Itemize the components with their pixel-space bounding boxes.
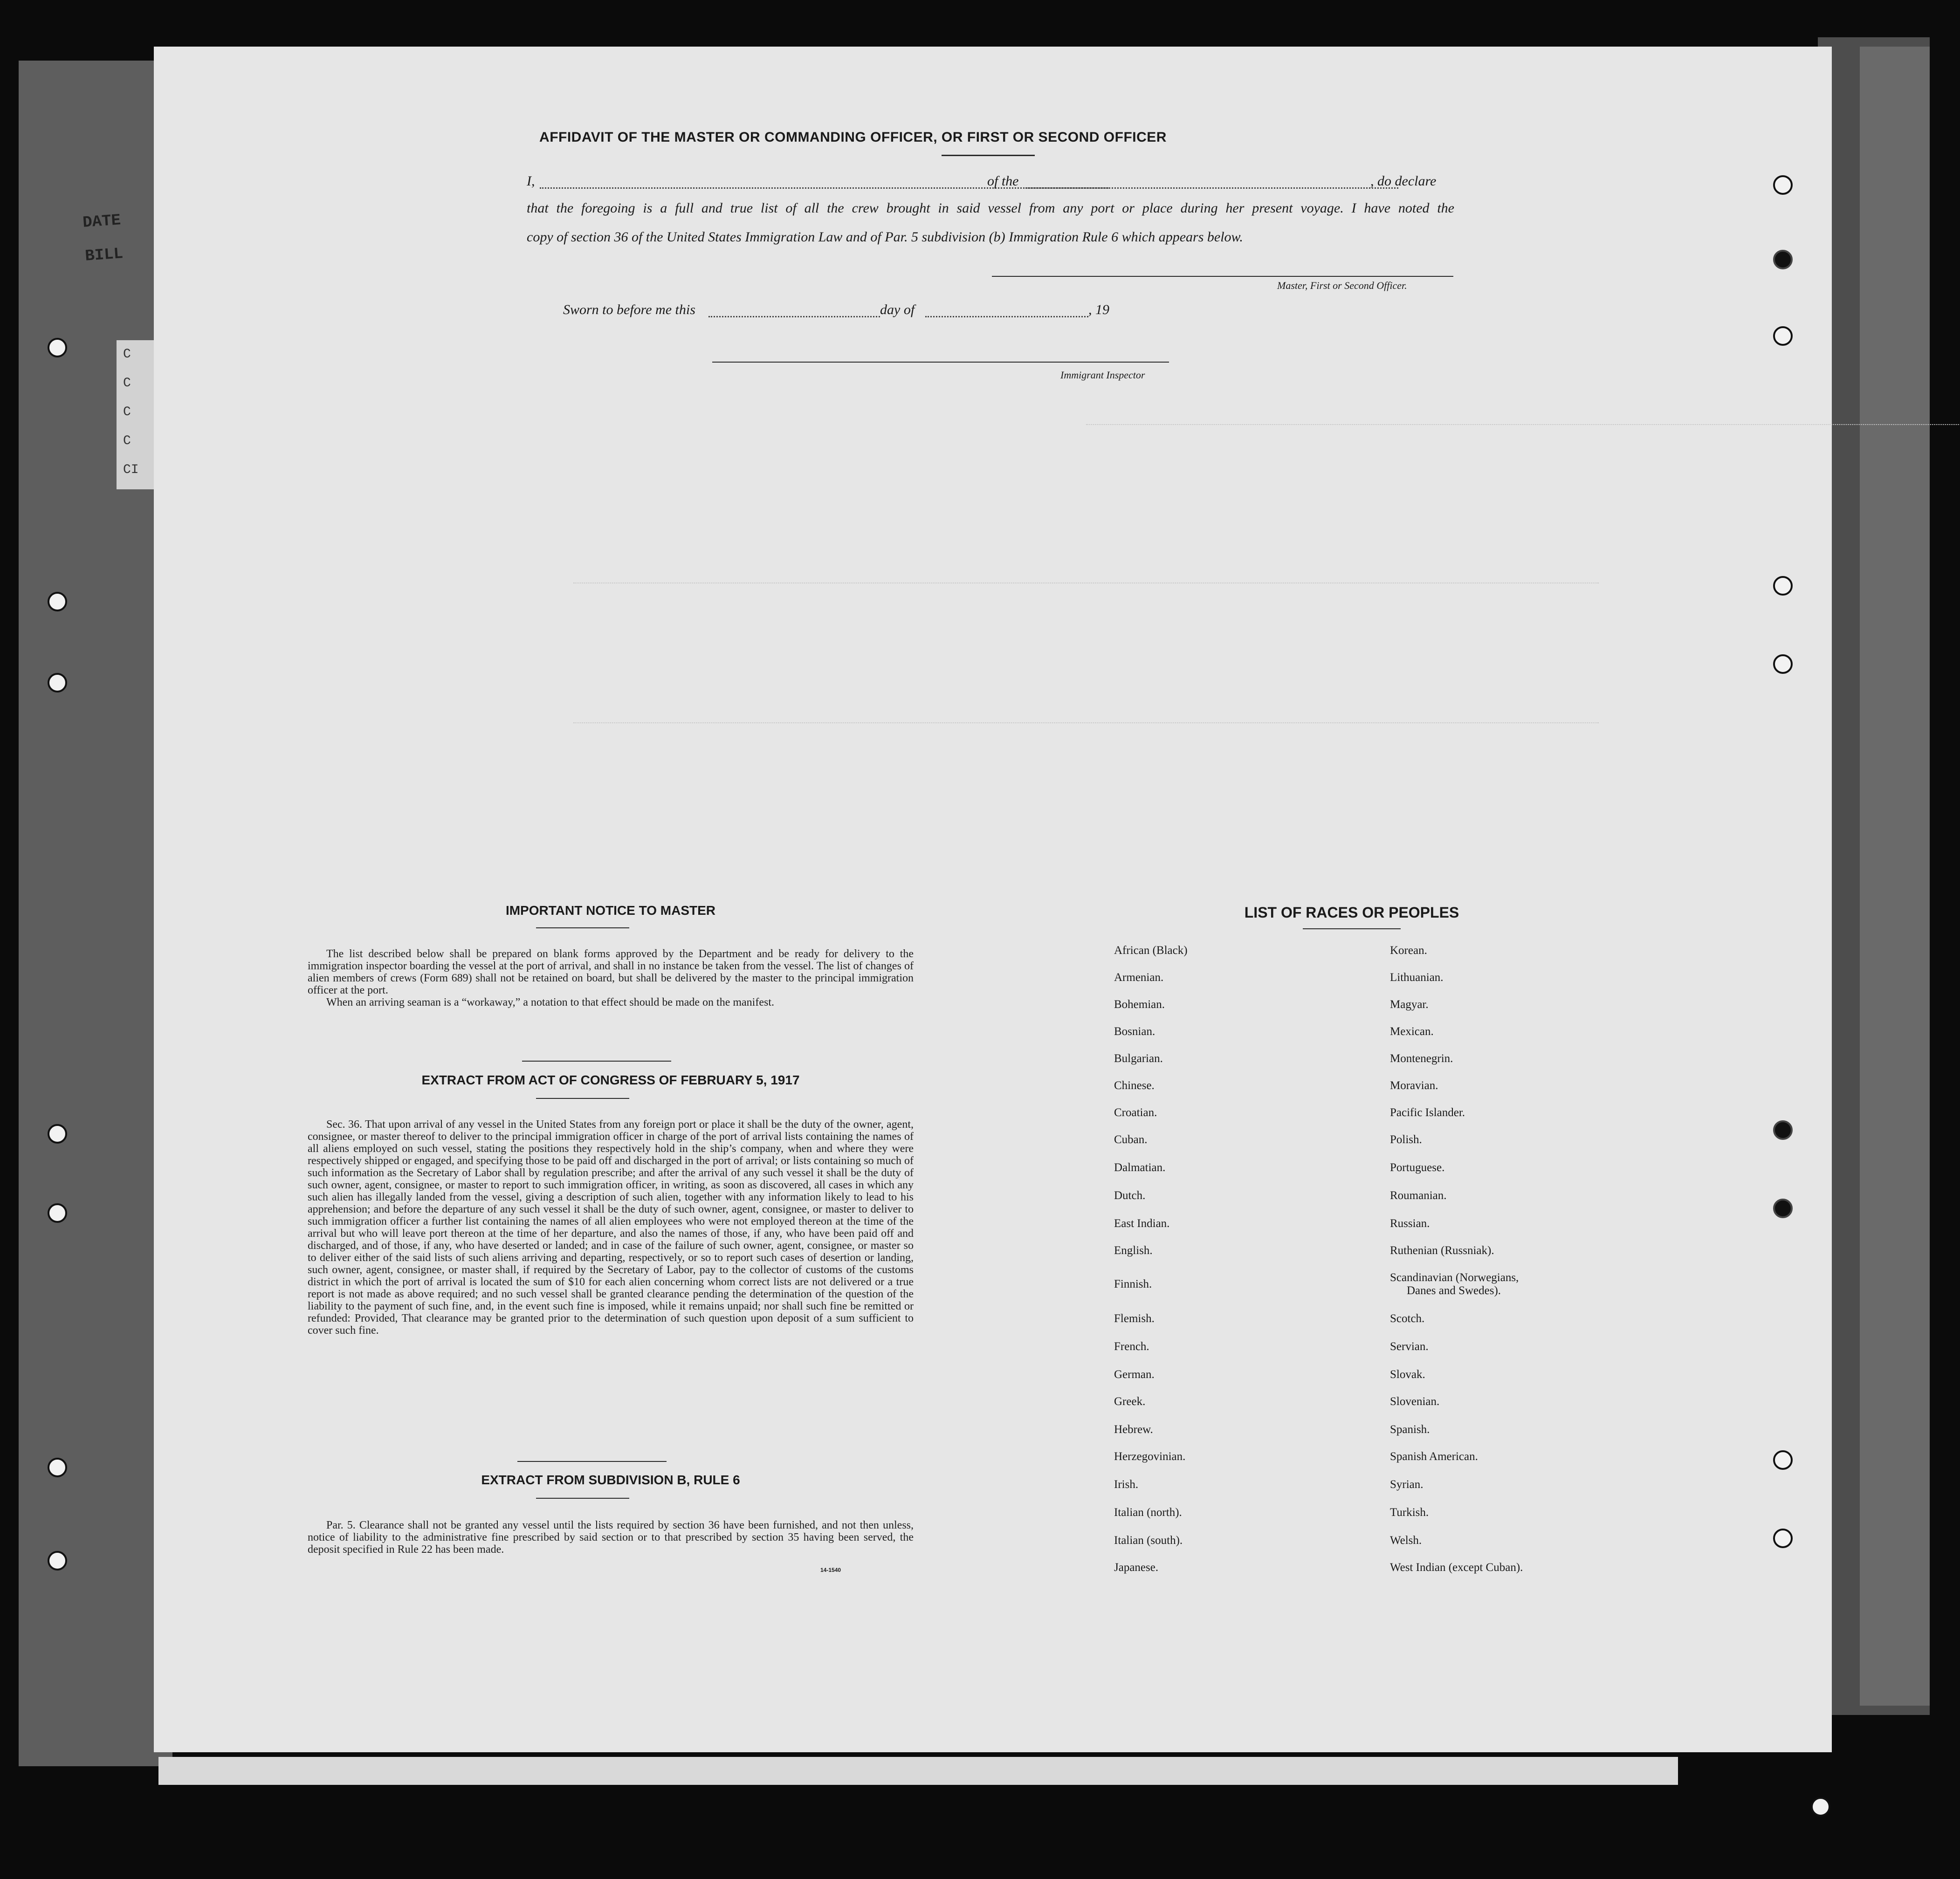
races-underline xyxy=(1303,928,1401,929)
race-item: Scandinavian (Norwegians, xyxy=(1390,1271,1519,1284)
side-tab-label xyxy=(117,340,154,489)
binder-hole xyxy=(1773,250,1793,269)
race-item: Croatian. xyxy=(1114,1106,1157,1119)
race-item: Scotch. xyxy=(1390,1312,1425,1325)
binder-hole xyxy=(1773,326,1793,346)
race-item: Portuguese. xyxy=(1390,1161,1445,1174)
affidavit-body-line-2: copy of section 36 of the United States Immigration Law and of Par. 5 subdivision (b) Immigration Rule 6 which appears below. xyxy=(527,229,1243,245)
binder-hole xyxy=(1773,1529,1793,1548)
race-item: Irish. xyxy=(1114,1478,1139,1491)
act-extract-underline xyxy=(536,1098,629,1099)
stamp-date-text: DATE xyxy=(82,212,122,232)
race-item: Japanese. xyxy=(1114,1561,1159,1574)
signature-line[interactable] xyxy=(992,276,1453,277)
race-item: Bulgarian. xyxy=(1114,1052,1163,1065)
corner-stamp xyxy=(82,204,124,273)
race-item: Polish. xyxy=(1390,1133,1422,1146)
binder-hole xyxy=(1773,1120,1793,1140)
race-item: English. xyxy=(1114,1244,1153,1257)
binder-hole xyxy=(1773,175,1793,195)
race-item: German. xyxy=(1114,1368,1155,1381)
affidavit-i-label: I, xyxy=(527,173,535,189)
tab-letter: C xyxy=(123,434,131,448)
race-item: African (Black) xyxy=(1114,944,1188,957)
page-content xyxy=(154,47,1832,1752)
binder-hole xyxy=(48,1458,67,1477)
sworn-day-blank[interactable] xyxy=(708,316,880,317)
race-item: Pacific Islander. xyxy=(1390,1106,1465,1119)
form-code: 14-1540 xyxy=(820,1567,841,1573)
race-item: Slovenian. xyxy=(1390,1395,1440,1408)
race-item: Spanish. xyxy=(1390,1423,1430,1436)
binder-hole xyxy=(1773,576,1793,596)
rule-extract-title: EXTRACT FROM SUBDIVISION B, RULE 6 xyxy=(481,1473,740,1487)
race-item: Dutch. xyxy=(1114,1189,1146,1202)
race-item: Italian (north). xyxy=(1114,1506,1182,1519)
sworn-label: Sworn to before me this xyxy=(563,302,695,317)
race-item: Welsh. xyxy=(1390,1534,1422,1547)
race-item: Turkish. xyxy=(1390,1506,1429,1519)
race-item: Flemish. xyxy=(1114,1312,1155,1325)
notice-title: IMPORTANT NOTICE TO MASTER xyxy=(505,903,716,918)
races-title: LIST OF RACES OR PEOPLES xyxy=(1244,904,1459,921)
paragraph-5-text: Par. 5. Clearance shall not be granted any vessel until the lists required by section 36 have been furnished, and not then unless, notice of liability to the administrative fine prescribed by said section or to that prescribed by section 35 having been served, the deposit specified in Rule 22 has been made. xyxy=(308,1519,914,1556)
race-item: Roumanian. xyxy=(1390,1189,1447,1202)
race-item-continued: Danes and Swedes). xyxy=(1407,1284,1501,1297)
tab-letter: CI xyxy=(123,463,139,477)
manifest-page xyxy=(154,47,1832,1752)
race-item: West Indian (except Cuban). xyxy=(1390,1561,1523,1574)
underlying-page-edge xyxy=(158,1757,1678,1785)
notice-paragraph-1: The list described below shall be prepared on blank forms approved by the Department and be ready for delivery to the immigration inspector boarding the vessel at the port of arrival, and shall in no instance be taken from the vessel. The list of changes of alien members of crews (Form 689) shall not be retained on board, but shall be delivered by the master to the principal immigration officer at the port. xyxy=(308,948,914,996)
race-item: Servian. xyxy=(1390,1340,1429,1353)
race-item: Ruthenian (Russniak). xyxy=(1390,1244,1494,1257)
race-item: Herzegovinian. xyxy=(1114,1450,1186,1463)
race-item: East Indian. xyxy=(1114,1217,1170,1230)
notice-text xyxy=(308,948,914,1008)
race-item: Italian (south). xyxy=(1114,1534,1183,1547)
race-item: Russian. xyxy=(1390,1217,1430,1230)
inspector-signature-line[interactable] xyxy=(712,362,1169,363)
binder-hole xyxy=(48,673,67,693)
notice-paragraph-2: When an arriving seaman is a “workaway,” a notation to that effect should be made on the manifest. xyxy=(326,996,774,1008)
race-item: Moravian. xyxy=(1390,1079,1438,1092)
race-item: Hebrew. xyxy=(1114,1423,1153,1436)
backing-sheet-left xyxy=(19,61,172,1766)
title-underline xyxy=(942,155,1035,156)
race-item: Finnish. xyxy=(1114,1278,1152,1290)
signature-label: Master, First or Second Officer. xyxy=(1277,280,1407,291)
race-item: Chinese. xyxy=(1114,1079,1155,1092)
race-item: French. xyxy=(1114,1340,1149,1353)
binder-hole xyxy=(48,1551,67,1570)
race-item: Cuban. xyxy=(1114,1133,1148,1146)
tab-letter: C xyxy=(123,405,131,419)
race-item: Magyar. xyxy=(1390,998,1429,1011)
race-item: Mexican. xyxy=(1390,1025,1434,1038)
backing-sheet-right-inner xyxy=(1860,47,1930,1706)
stamp-bill-text: BILL xyxy=(84,245,124,266)
binder-hole xyxy=(48,1124,67,1144)
binder-hole xyxy=(1773,1450,1793,1470)
affidavit-declare-label: , do declare xyxy=(1370,173,1437,189)
rule-extract-text xyxy=(308,1519,914,1556)
race-item: Armenian. xyxy=(1114,971,1164,984)
sworn-month-blank[interactable] xyxy=(925,316,1088,317)
affidavit-body-line-1: that the foregoing is a full and true list of all the crew brought in said vessel from any port or place during her present voyage. I have noted the xyxy=(527,200,1454,216)
binder-hole xyxy=(48,338,67,357)
binder-hole xyxy=(1811,1797,1830,1817)
race-item: Lithuanian. xyxy=(1390,971,1444,984)
bleed-through-marks xyxy=(573,424,1785,890)
affidavit-of-label: of the xyxy=(987,173,1019,189)
race-item: Korean. xyxy=(1390,944,1427,957)
race-item: Bohemian. xyxy=(1114,998,1165,1011)
notice-divider xyxy=(522,1061,671,1062)
inspector-label: Immigrant Inspector xyxy=(1060,369,1145,381)
sworn-year-label: , 19 xyxy=(1088,302,1109,317)
sworn-day-label: day of xyxy=(880,302,915,317)
affidavit-title: AFFIDAVIT OF THE MASTER OR COMMANDING OFFICER, OR FIRST OR SECOND OFFICER xyxy=(539,130,1167,145)
race-item: Greek. xyxy=(1114,1395,1146,1408)
act-extract-title: EXTRACT FROM ACT OF CONGRESS OF FEBRUARY 5, 1917 xyxy=(421,1073,800,1087)
race-item: Montenegrin. xyxy=(1390,1052,1453,1065)
race-item: Dalmatian. xyxy=(1114,1161,1166,1174)
binder-hole xyxy=(48,592,67,611)
binder-hole xyxy=(48,1203,67,1223)
act-extract-text xyxy=(308,1118,914,1337)
race-item: Spanish American. xyxy=(1390,1450,1478,1463)
race-item: Slovak. xyxy=(1390,1368,1425,1381)
tab-letter: C xyxy=(123,347,131,362)
section-36-text: Sec. 36. That upon arrival of any vessel in the United States from any foreign port or place it shall be the duty of the owner, agent, consignee, or master thereof to deliver to the principal immigration officer in charge of the port of arrival lists containing the names of all aliens employed on such vessel, stating the positions they respectively hold in the ship’s company, when and where they were respectively shipped or engaged, and specifying those to be paid off and discharged in the port of arrival; or lists containing so much of such information as the Secretary of Labor shall by regulation prescribe; and after the arrival of any such vessel it shall be the duty of such owner, agent, consignee, or master to report to such immigration officer, in writing, as soon as discovered, all cases in which any such alien has illegally landed from the vessel, giving a description of such alien, together with any information likely to lead to his apprehension; and before the departure of any such vessel it shall be the duty of such owner, agent, consignee, or master to deliver to such immigration officer a further list containing the names of all alien employees who were not employed thereon at the time of the arrival but who will leave port thereon at the time of her departure, and also the names of those, if any, who have been paid off and discharged, and of those, if any, who have deserted or landed; and in case of the failure of such owner, agent, consignee, or master so to deliver either of the said lists of such aliens arriving and departing, respectively, or so to report such cases of desertion or landing, such owner, agent, consignee, or master shall, if required by the Secretary of Labor, pay to the collector of customs of the customs district in which the port of arrival is located the sum of $10 for each alien concerning whom correct lists are not delivered or a true report is not made as above required; and no such vessel shall be granted clearance pending the determination of the question of the liability to the payment of such fine, and, in the event such fine is imposed, while it remains unpaid; nor shall such fine be remitted or refunded: Provided, That clearance may be granted prior to the determination of such question upon deposit of a sum sufficient to cover such fine. xyxy=(308,1118,914,1337)
binder-hole xyxy=(1773,654,1793,674)
race-item: Syrian. xyxy=(1390,1478,1424,1491)
act-extract-divider xyxy=(517,1461,667,1462)
vessel-blank-line[interactable] xyxy=(1025,187,1398,189)
binder-hole xyxy=(1773,1199,1793,1218)
tab-letter: C xyxy=(123,376,131,391)
rule-extract-underline xyxy=(536,1498,629,1499)
race-item: Bosnian. xyxy=(1114,1025,1155,1038)
name-blank-line[interactable] xyxy=(540,187,1108,189)
notice-underline xyxy=(536,927,629,928)
